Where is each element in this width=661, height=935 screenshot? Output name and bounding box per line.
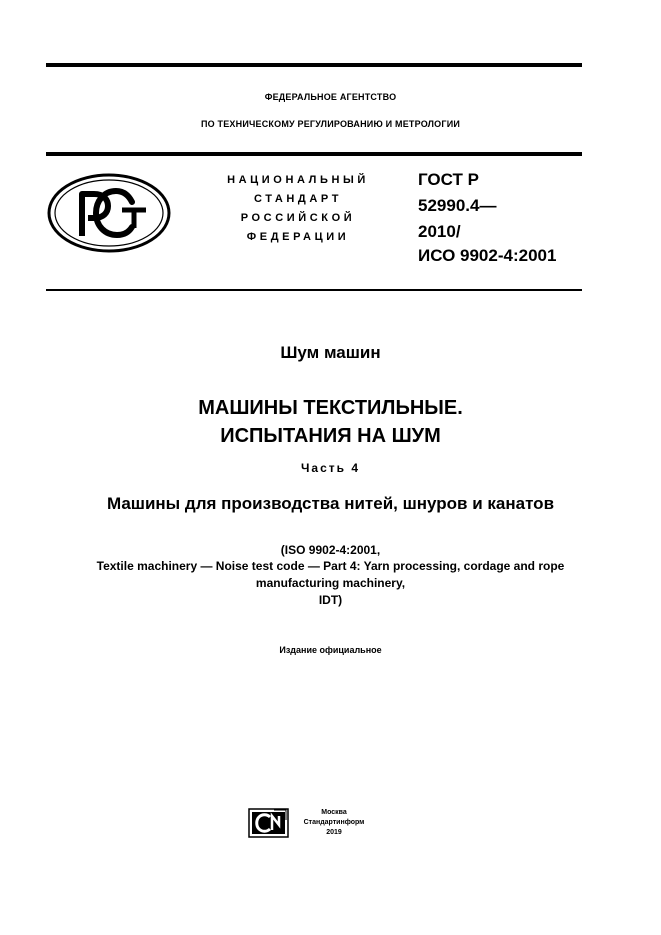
- header-rule: [46, 152, 582, 156]
- publisher-city: Москва: [321, 809, 347, 816]
- publisher-name: Стандартинформ: [303, 819, 365, 826]
- part-label: Часть 4: [300, 461, 361, 475]
- edition-note: Издание официальное: [279, 645, 382, 655]
- rst-certification-logo-icon: [46, 172, 172, 254]
- main-title-line1: МАШИНЫ ТЕКСТИЛЬНЫЕ.: [198, 397, 463, 419]
- agency-name-line2: ПО ТЕХНИЧЕСКОМУ РЕГУЛИРОВАНИЮ И МЕТРОЛОГИИ: [200, 119, 461, 129]
- series-title: Шум машин: [280, 343, 381, 362]
- iso-reference-line2: Textile machinery — Noise test code — Part 4: Yarn processing, cordage and rope: [96, 559, 565, 573]
- national-label-line4: ФЕДЕРАЦИИ: [246, 231, 350, 243]
- iso-reference-line1: (ISO 9902-4:2001,: [280, 543, 381, 557]
- iso-reference-line4: IDT): [318, 593, 343, 607]
- top-rule: [46, 63, 582, 67]
- publisher-year: 2019: [326, 829, 342, 836]
- iso-reference-line3: manufacturing machinery,: [255, 576, 406, 590]
- gost-number-line1: ГОСТ Р: [418, 170, 479, 189]
- agency-name-line1: ФЕДЕРАЛЬНОЕ АГЕНТСТВО: [264, 92, 397, 102]
- gost-number-line2: 52990.4—: [418, 196, 497, 215]
- national-label-line2: СТАНДАРТ: [253, 193, 343, 205]
- standartinform-logo-icon: [248, 808, 289, 838]
- main-title-line2: ИСПЫТАНИЯ НА ШУМ: [220, 425, 441, 447]
- gost-number-line3: 2010/: [418, 222, 461, 241]
- standard-block-rule: [46, 289, 582, 291]
- gost-number-line4: ИСО 9902-4:2001: [418, 246, 557, 265]
- part-subtitle: Машины для производства нитей, шнуров и канатов: [106, 494, 555, 513]
- national-label-line3: РОССИЙСКОЙ: [240, 212, 356, 224]
- national-label-line1: НАЦИОНАЛЬНЫЙ: [227, 174, 369, 186]
